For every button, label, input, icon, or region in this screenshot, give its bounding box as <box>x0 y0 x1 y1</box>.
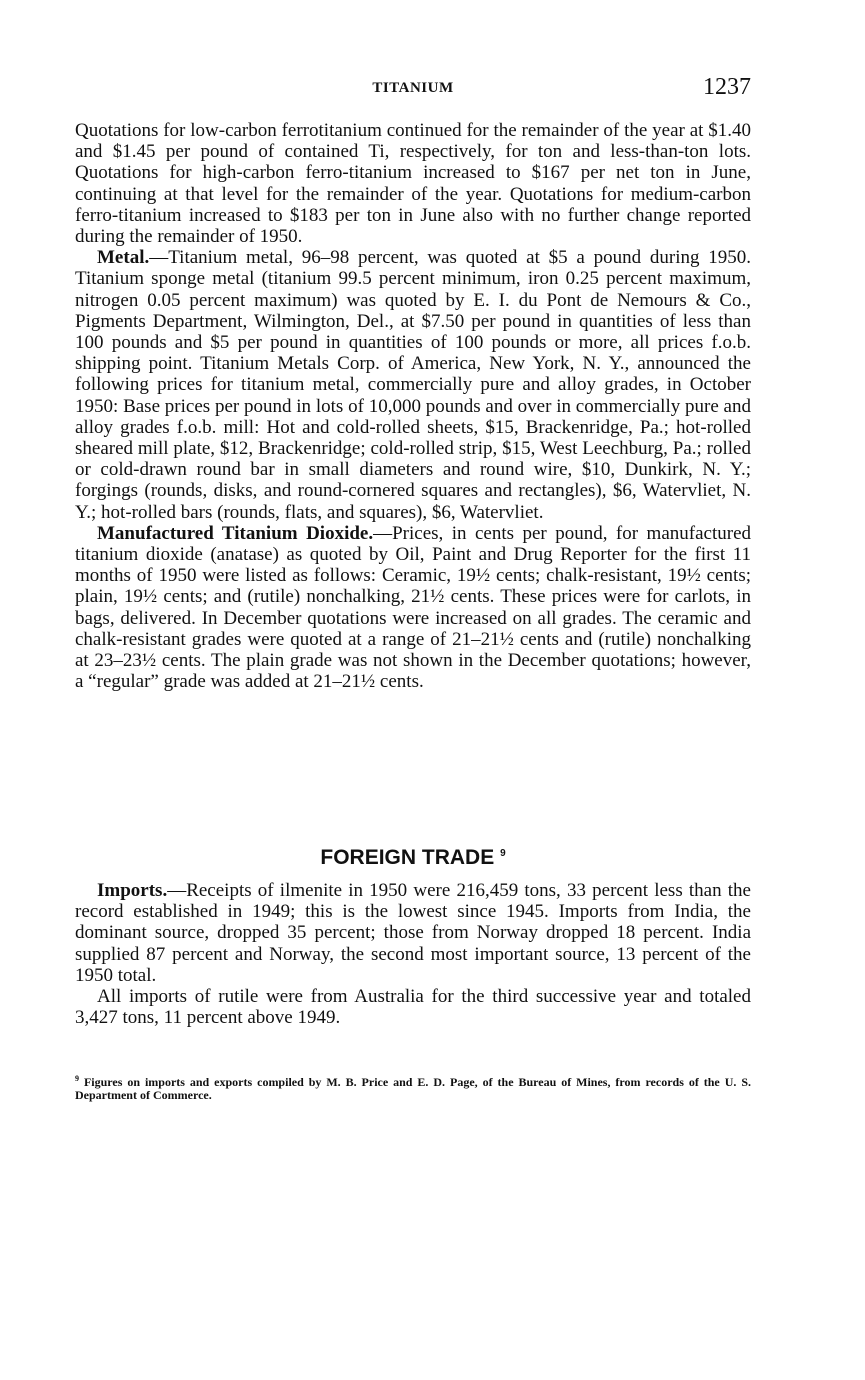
price-text-block <box>75 120 751 692</box>
footnote <box>75 1072 751 1102</box>
footnote-marker: 9 <box>75 1074 79 1083</box>
ferrotitanium-paragraph: Quotations for low-carbon ferrotitanium continued for the remainder of the year at $1.40 and $1.45 per pound of contained Ti, respectively, for ton and less-than-ton lots. Quotations for high-carbon ferro-titanium increased to $167 per net ton in June, continuing at that level for the remainder of the year. Quotations for medium-carbon ferro-titanium increased to $183 per ton in June also with no further change reported during the remainder of 1950. <box>75 120 751 248</box>
footnote-reference-marker: 9 <box>500 848 506 859</box>
titanium-dioxide-paragraph-text: —Prices, in cents per pound, for manufactured titanium dioxide (anatase) as quoted by Oil, Paint and Drug Reporter for the first 11 months of 1950 were listed as follows: Ceramic, 19½ cents; chalk-resistant, 19½ cents; plain, 19½ cents; and (rutile) nonchalking, 21½ cents. These prices were for carlots, in bags, delivered. In December quotations were increased on all grades. The ceramic and chalk-resistant grades were quoted at a range of 21–21½ cents and (rutile) nonchalking at 23–23½ cents. The plain grade was not shown in the December quotations; however, a “regular” grade was added at 21–21½ cents. <box>75 522 751 693</box>
page-number: 1237 <box>703 74 751 100</box>
section-title: TITANIUM <box>372 80 454 96</box>
imports-run-in-heading: Imports. <box>97 880 168 901</box>
titanium-dioxide-run-in-heading: Manufactured Titanium Dioxide. <box>97 522 374 544</box>
titanium-dioxide-paragraph <box>75 523 751 693</box>
rutile-paragraph: All imports of rutile were from Australia for the third successive year and totaled 3,427 tons, 11 percent above 1949. <box>75 986 751 1029</box>
foreign-trade-heading-text: FOREIGN TRADE <box>320 846 495 869</box>
foreign-trade-heading <box>75 846 751 870</box>
running-head <box>75 74 751 102</box>
foreign-trade-text-block <box>75 880 751 1028</box>
footnote-text: Figures on imports and exports compiled by M. B. Price and E. D. Page, of the Bureau of Mines, from records of the U. S. Department of Commerce. <box>75 1075 751 1102</box>
imports-paragraph <box>75 880 751 986</box>
metal-run-in-heading: Metal. <box>97 247 150 269</box>
metal-paragraph-text: —Titanium metal, 96–98 percent, was quoted at $5 a pound during 1950. Titanium sponge metal (titanium 99.5 percent minimum, iron 0.25 percent maximum, nitrogen 0.05 percent maximum) was quoted by E. I. du Pont de Nemours & Co., Pigments Department, Wilmington, Del., at $7.50 per pound in quantities of less than 100 pounds and $5 per pound in quantities of 100 pounds or more, all prices f.o.b. shipping point. Titanium Metals Corp. of America, New York, N. Y., announced the following prices for titanium metal, commercially pure and alloy grades, in October 1950: Base prices per pound in lots of 10,000 pounds and over in commercially pure and alloy grades f.o.b. mill: Hot and cold-rolled sheets, $15, Brackenridge, Pa.; hot-rolled sheared mill plate, $12, Brackenridge; cold-rolled strip, $15, West Leechburg, Pa.; rolled or cold-drawn round bar in small diameters and round wire, $10, Dunkirk, N. Y.; forgings (rounds, disks, and round-cornered squares and rectangles), $6, Watervliet, N. Y.; hot-rolled bars (rounds, flats, and squares), $6, Watervliet. <box>75 247 751 523</box>
metal-paragraph <box>75 247 751 523</box>
imports-paragraph-text: —Receipts of ilmenite in 1950 were 216,459 tons, 33 percent less than the record established in 1949; this is the lowest since 1945. Imports from India, the dominant source, dropped 35 percent; those from Norway dropped 18 percent. India supplied 87 percent and Norway, the second most important source, 13 percent of the 1950 total. <box>75 880 751 986</box>
